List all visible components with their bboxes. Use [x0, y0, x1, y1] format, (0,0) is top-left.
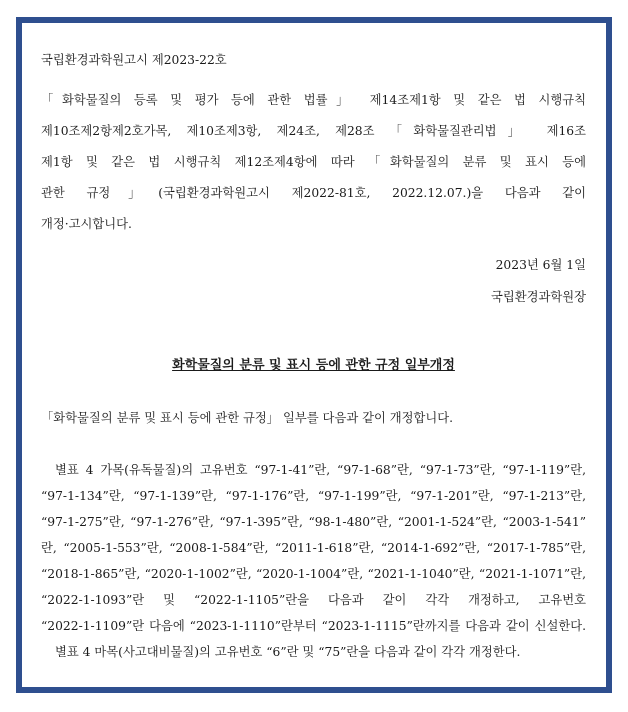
preamble-line: 제1항 및 같은 법 시행규칙 제12조제4항에 따라 「화학물질의 분류 및 표시 등에: [41, 155, 586, 169]
body-line: “2018-1-865”란, “2020-1-1002”란, “2020-1-1004”란, “2021-1-1040”란, “2021-1-1071”란,: [41, 567, 586, 581]
issue-date: 2023년 6월 1일: [495, 258, 586, 272]
issuer: 국립환경과학원장: [490, 290, 586, 304]
body-line: 별표 4 가목(유독물질)의 고유번호 “97-1-41”란, “97-1-68”란, “97-1-73”란, “97-1-119”란,: [55, 463, 586, 477]
body-line: 란, “2005-1-553”란, “2008-1-584”란, “2011-1-618”란, “2014-1-692”란, “2017-1-785”란,: [41, 541, 586, 555]
body-line: “97-1-275”란, “97-1-276”란, “97-1-395”란, “98-1-480”란, “2001-1-524”란, “2003-1-541”: [41, 515, 586, 529]
preamble-line: 관한 규정」(국립환경과학원고시 제2022-81호, 2022.12.07.)을 다음과 같이: [41, 186, 586, 200]
notice-number: 국립환경과학원고시 제2023-22호: [41, 53, 227, 67]
document-content: [41, 23, 586, 687]
body-line: “97-1-134”란, “97-1-139”란, “97-1-176”란, “97-1-199”란, “97-1-201”란, “97-1-213”란,: [41, 489, 586, 503]
preamble-line: 「화학물질의 등록 및 평가 등에 관한 법률」 제14조제1항 및 같은 법 시행규칙: [41, 93, 586, 107]
body-line: 별표 4 마목(사고대비물질)의 고유번호 “6”란 및 “75”란을 다음과 같이 각각 개정한다.: [55, 645, 521, 659]
amendment-title: 화학물질의 분류 및 표시 등에 관한 규정 일부개정: [172, 358, 455, 373]
preamble-line: 개정·고시합니다.: [41, 217, 132, 231]
amendment-intro: 「화학물질의 분류 및 표시 등에 관한 규정」 일부를 다음과 같이 개정합니다.: [41, 411, 454, 425]
preamble-line: 제10조제2항제2호가목, 제10조제3항, 제24조, 제28조 「화학물질관리법」 제16조: [41, 124, 586, 138]
document-frame: [16, 17, 612, 693]
body-line: “2022-1-1109”란 다음에 “2023-1-1110”란부터 “2023-1-1115”란까지를 다음과 같이 신설한다.: [41, 619, 586, 633]
body-line: “2022-1-1093”란 및 “2022-1-1105”란을 다음과 같이 각각 개정하고, 고유번호: [41, 593, 586, 607]
